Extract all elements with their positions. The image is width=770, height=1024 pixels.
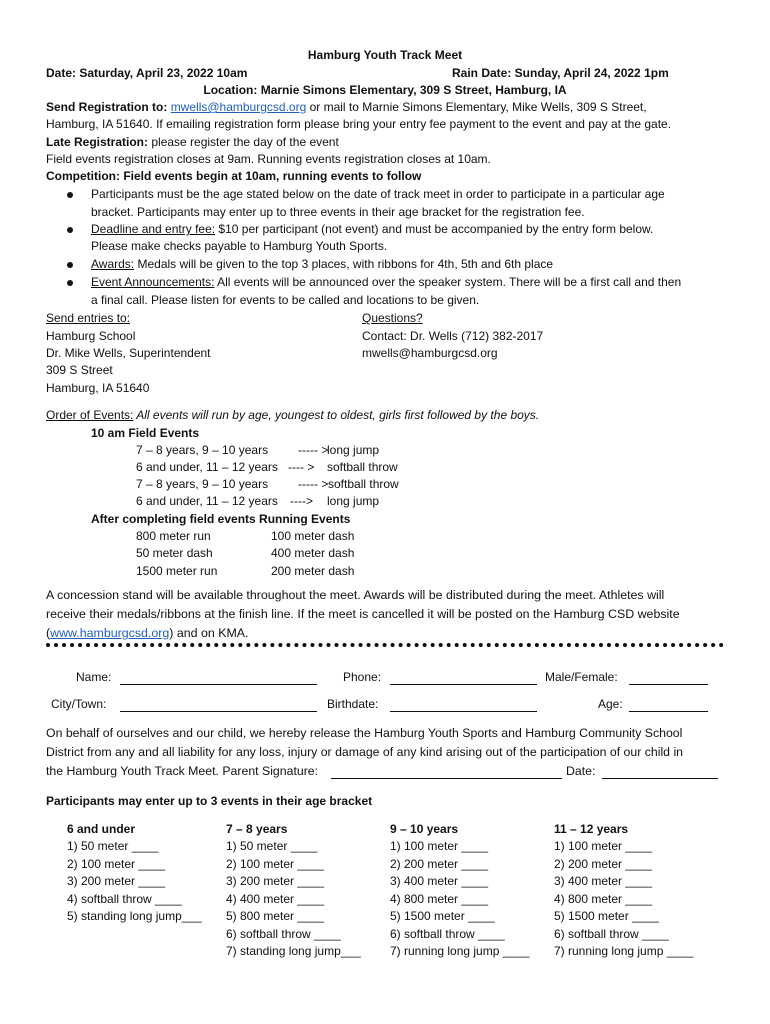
announcements-label: Event Announcements: xyxy=(91,275,215,289)
field-row-ages: 6 and under, 11 – 12 years xyxy=(136,494,278,508)
bracket-event: 2) 100 meter ____ xyxy=(226,857,325,871)
bracket-event: 2) 200 meter ____ xyxy=(554,857,653,871)
bracket-event: 1) 50 meter ____ xyxy=(226,839,318,853)
awards-label: Awards: xyxy=(91,257,135,271)
release-line-3: the Hamburg Youth Track Meet. Parent Signature: xyxy=(46,764,319,778)
bracket-event: 1) 50 meter ____ xyxy=(67,839,159,853)
bracket-event: 7) running long jump ____ xyxy=(390,944,530,958)
running-event: 50 meter dash xyxy=(136,546,213,560)
bracket-event: 3) 400 meter ____ xyxy=(554,874,653,888)
bullet-icon xyxy=(67,192,73,198)
bracket-title: 6 and under xyxy=(67,822,136,836)
brackets-heading: Participants may enter up to 3 events in their age bracket xyxy=(46,794,373,808)
send-registration-label: Send Registration to: xyxy=(46,100,168,114)
field-row-event: softball throw xyxy=(328,477,399,491)
running-events-heading: After completing field events Running Events xyxy=(91,512,351,526)
page-title: Hamburg Youth Track Meet xyxy=(307,48,463,62)
field-events-heading: 10 am Field Events xyxy=(91,426,200,440)
rain-date: Rain Date: Sunday, April 24, 2022 1pm xyxy=(452,66,669,80)
registration-line-2: Hamburg, IA 51640. If emailing registration form please bring your entry fee payment to the event and pay at the gate. xyxy=(46,117,672,131)
bracket-event: 4) 400 meter ____ xyxy=(226,892,325,906)
bracket-event: 5) 1500 meter ____ xyxy=(390,909,495,923)
name-field[interactable] xyxy=(120,672,317,685)
release-line-1: On behalf of ourselves and our child, we hereby release the Hamburg Youth Sports and Hamburg Community School xyxy=(46,726,683,740)
deadline-text: $10 per participant (not event) and must be accompanied by the entry form below. xyxy=(215,222,654,236)
bracket-event: 4) 800 meter ____ xyxy=(554,892,653,906)
bullet-4-line-1 xyxy=(91,274,681,291)
bracket-event: 1) 100 meter ____ xyxy=(554,839,653,853)
send-entries-line: Dr. Mike Wells, Superintendent xyxy=(46,346,211,360)
field-row-event: softball throw xyxy=(327,460,398,474)
bracket-event: 5) standing long jump___ xyxy=(67,909,202,923)
questions-email: mwells@hamburgcsd.org xyxy=(362,346,498,360)
name-label: Name: xyxy=(76,670,112,684)
field-row-arrow: ----> xyxy=(290,494,313,508)
birthdate-label: Birthdate: xyxy=(327,697,379,711)
bracket-title: 11 – 12 years xyxy=(554,822,629,836)
registration-closes: Field events registration closes at 9am. Running events registration closes at 10am. xyxy=(46,152,491,166)
concession-line-1: A concession stand will be available throughout the meet. Awards will be distributed during the meet. Athletes will xyxy=(46,588,665,602)
concession-line-3-rest: ) and on KMA. xyxy=(169,626,249,640)
bracket-event: 2) 100 meter ____ xyxy=(67,857,166,871)
city-field[interactable] xyxy=(120,699,317,712)
age-field[interactable] xyxy=(629,699,708,712)
awards-text: Medals will be given to the top 3 places, with ribbons for 4th, 5th and 6th place xyxy=(134,257,554,271)
bracket-event: 2) 200 meter ____ xyxy=(390,857,489,871)
late-registration-text: please register the day of the event xyxy=(148,135,339,149)
send-entries-label: Send entries to: xyxy=(46,311,131,325)
event-location: Location: Marnie Simons Elementary, 309 S Street, Hamburg, IA xyxy=(203,83,567,97)
running-event: 800 meter run xyxy=(136,529,211,543)
bracket-event: 3) 200 meter ____ xyxy=(226,874,325,888)
questions-label: Questions? xyxy=(362,311,423,325)
order-note: All events will run by age, youngest to oldest, girls first followed by the boys. xyxy=(133,408,540,422)
bullet-1-line-2: bracket. Participants may enter up to three events in their age bracket for the registration fee. xyxy=(91,205,585,219)
event-date: Date: Saturday, April 23, 2022 10am xyxy=(46,66,248,80)
bracket-title: 9 – 10 years xyxy=(390,822,459,836)
running-event: 1500 meter run xyxy=(136,564,218,578)
bracket-event: 4) softball throw ____ xyxy=(67,892,182,906)
running-event: 100 meter dash xyxy=(271,529,355,543)
parent-signature-field[interactable] xyxy=(331,766,562,779)
bracket-event: 1) 100 meter ____ xyxy=(390,839,489,853)
bullet-icon xyxy=(67,262,73,268)
cut-line xyxy=(46,643,724,647)
field-row-arrow: ----- > xyxy=(298,477,329,491)
field-row-arrow: ---- > xyxy=(288,460,315,474)
website-link[interactable]: www.hamburgcsd.org xyxy=(50,626,170,640)
bracket-event: 6) softball throw ____ xyxy=(390,927,505,941)
birthdate-field[interactable] xyxy=(390,699,537,712)
competition-heading: Competition: Field events begin at 10am, running events to follow xyxy=(46,169,422,183)
field-row-arrow: ----- > xyxy=(298,443,329,457)
bullet-1-line-1: Participants must be the age stated below on the date of track meet in order to participate in a particular age xyxy=(91,187,665,201)
bracket-event: 5) 800 meter ____ xyxy=(226,909,325,923)
bullet-icon xyxy=(67,280,73,286)
field-row-event: long jump xyxy=(327,443,380,457)
running-event: 400 meter dash xyxy=(271,546,355,560)
registration-mail-text: or mail to Marnie Simons Elementary, Mike Wells, 309 S Street, xyxy=(306,100,647,114)
bracket-event: 4) 800 meter ____ xyxy=(390,892,489,906)
bracket-event: 7) running long jump ____ xyxy=(554,944,694,958)
bracket-event: 3) 200 meter ____ xyxy=(67,874,166,888)
bracket-event: 7) standing long jump___ xyxy=(226,944,361,958)
bracket-event: 6) softball throw ____ xyxy=(226,927,341,941)
bracket-event: 6) softball throw ____ xyxy=(554,927,669,941)
city-label: City/Town: xyxy=(51,697,107,711)
registration-line-1 xyxy=(46,99,647,116)
bullet-icon xyxy=(67,227,73,233)
questions-contact: Contact: Dr. Wells (712) 382-2017 xyxy=(362,329,544,343)
field-row-ages: 7 – 8 years, 9 – 10 years xyxy=(136,477,269,491)
bracket-event: 5) 1500 meter ____ xyxy=(554,909,659,923)
age-label: Age: xyxy=(598,697,623,711)
send-entries-line: 309 S Street xyxy=(46,363,113,377)
bracket-event: 3) 400 meter ____ xyxy=(390,874,489,888)
bullet-3 xyxy=(91,256,553,273)
phone-label: Phone: xyxy=(343,670,382,684)
field-row-event: long jump xyxy=(327,494,380,508)
deadline-label: Deadline and entry fee: xyxy=(91,222,216,236)
date-field[interactable] xyxy=(602,766,718,779)
male-female-label: Male/Female: xyxy=(545,670,618,684)
field-row-ages: 6 and under, 11 – 12 years xyxy=(136,460,278,474)
bullet-2-line-2: Please make checks payable to Hamburg Youth Sports. xyxy=(91,239,388,253)
late-registration xyxy=(46,134,339,151)
field-row-ages: 7 – 8 years, 9 – 10 years xyxy=(136,443,269,457)
late-registration-label: Late Registration: xyxy=(46,135,149,149)
send-entries-line: Hamburg School xyxy=(46,329,136,343)
order-of-events xyxy=(46,407,539,424)
bullet-4-line-2: a final call. Please listen for events to be called and locations to be given. xyxy=(91,293,480,307)
bracket-title: 7 – 8 years xyxy=(226,822,288,836)
order-label: Order of Events: xyxy=(46,408,134,422)
paren-open: ( xyxy=(46,626,51,640)
registration-email-link[interactable]: mwells@hamburgcsd.org xyxy=(170,100,307,114)
date-label: Date: xyxy=(566,764,596,778)
concession-line-2: receive their medals/ribbons at the finish line. If the meet is cancelled it will be posted on the Hamburg CSD website xyxy=(46,607,680,621)
running-event: 200 meter dash xyxy=(271,564,355,578)
announcements-text: All events will be announced over the speaker system. There will be a first call and then xyxy=(214,275,682,289)
male-female-field[interactable] xyxy=(629,672,708,685)
phone-field[interactable] xyxy=(390,672,537,685)
release-line-2: District from any and all liability for any loss, injury or damage of any kind arising out of the participation of our child in xyxy=(46,745,684,759)
concession-line-3 xyxy=(46,625,248,642)
bullet-2-line-1 xyxy=(91,221,653,238)
send-entries-line: Hamburg, IA 51640 xyxy=(46,381,150,395)
